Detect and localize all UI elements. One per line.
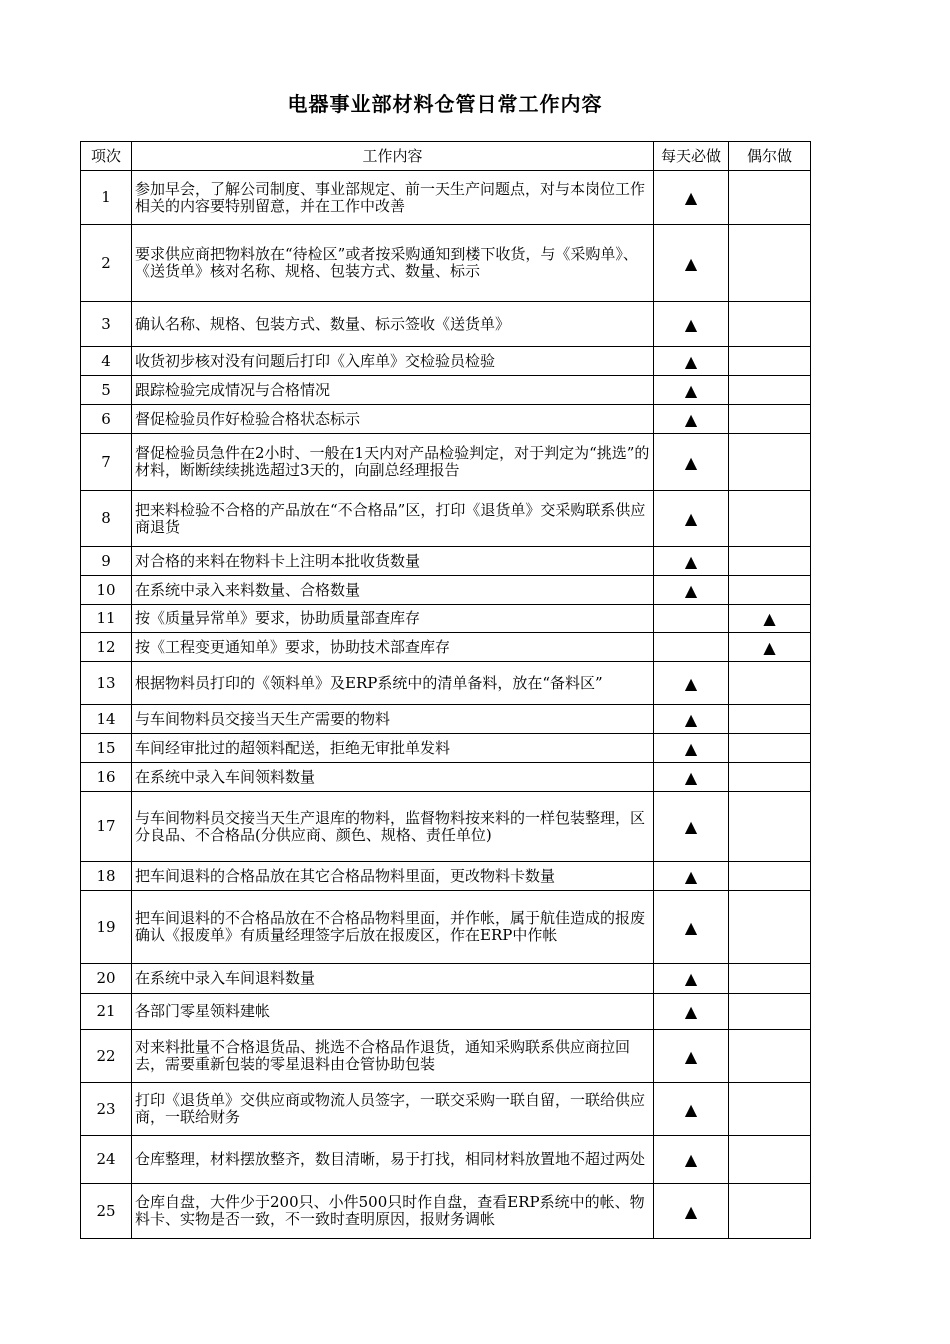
header-work-content: 工作内容 xyxy=(132,142,654,171)
row-occasional-mark xyxy=(729,1083,811,1136)
table-row xyxy=(81,734,811,763)
table-row xyxy=(81,225,811,302)
row-daily-mark: ▲ xyxy=(654,302,729,347)
row-occasional-mark xyxy=(729,734,811,763)
table-row xyxy=(81,405,811,434)
row-occasional-mark xyxy=(729,792,811,862)
row-occasional-mark xyxy=(729,1184,811,1239)
row-item-no: 7 xyxy=(81,434,132,491)
row-work-content: 打印《退货单》交供应商或物流人员签字，一联交采购一联自留，一联给供应商，一联给财务 xyxy=(132,1083,654,1136)
row-occasional-mark xyxy=(729,376,811,405)
row-item-no: 3 xyxy=(81,302,132,347)
row-daily-mark: ▲ xyxy=(654,547,729,576)
row-occasional-mark xyxy=(729,547,811,576)
row-work-content: 根据物料员打印的《领料单》及ERP系统中的清单备料，放在“备料区” xyxy=(132,662,654,705)
header-daily: 每天必做 xyxy=(654,142,729,171)
row-item-no: 22 xyxy=(81,1030,132,1083)
row-item-no: 18 xyxy=(81,862,132,891)
row-item-no: 24 xyxy=(81,1136,132,1184)
table-row xyxy=(81,964,811,994)
row-work-content: 对合格的来料在物料卡上注明本批收货数量 xyxy=(132,547,654,576)
table-row xyxy=(81,633,811,662)
row-item-no: 14 xyxy=(81,705,132,734)
row-occasional-mark xyxy=(729,405,811,434)
row-daily-mark: ▲ xyxy=(654,1136,729,1184)
row-item-no: 25 xyxy=(81,1184,132,1239)
row-work-content: 仓库整理，材料摆放整齐，数目清晰，易于打找，相同材料放置地不超过两处 xyxy=(132,1136,654,1184)
row-daily-mark: ▲ xyxy=(654,994,729,1030)
row-daily-mark: ▲ xyxy=(654,705,729,734)
table-row xyxy=(81,763,811,792)
table-row xyxy=(81,705,811,734)
row-occasional-mark xyxy=(729,171,811,225)
table-row xyxy=(81,347,811,376)
row-item-no: 23 xyxy=(81,1083,132,1136)
row-work-content: 把车间退料的不合格品放在不合格品物料里面，并作帐，属于航佳造成的报废确认《报废单》有质量经理签字后放在报废区，作在ERP中作帐 xyxy=(132,891,654,964)
table-row xyxy=(81,302,811,347)
row-occasional-mark xyxy=(729,705,811,734)
row-work-content: 按《工程变更通知单》要求，协助技术部查库存 xyxy=(132,633,654,662)
row-daily-mark: ▲ xyxy=(654,891,729,964)
row-occasional-mark xyxy=(729,491,811,547)
row-occasional-mark xyxy=(729,891,811,964)
header-occasional: 偶尔做 xyxy=(729,142,811,171)
row-item-no: 1 xyxy=(81,171,132,225)
row-item-no: 19 xyxy=(81,891,132,964)
row-item-no: 4 xyxy=(81,347,132,376)
row-item-no: 8 xyxy=(81,491,132,547)
row-work-content: 仓库自盘，大件少于200只、小件500只时作自盘，查看ERP系统中的帐、物料卡、实物是否一致，不一致时查明原因，报财务调帐 xyxy=(132,1184,654,1239)
row-work-content: 跟踪检验完成情况与合格情况 xyxy=(132,376,654,405)
row-daily-mark xyxy=(654,633,729,662)
row-work-content: 车间经审批过的超领料配送，拒绝无审批单发料 xyxy=(132,734,654,763)
row-work-content: 按《质量异常单》要求，协助质量部查库存 xyxy=(132,605,654,633)
table-row xyxy=(81,171,811,225)
row-occasional-mark xyxy=(729,576,811,605)
row-occasional-mark xyxy=(729,347,811,376)
row-daily-mark: ▲ xyxy=(654,763,729,792)
row-daily-mark: ▲ xyxy=(654,376,729,405)
row-work-content: 确认名称、规格、包装方式、数量、标示签收《送货单》 xyxy=(132,302,654,347)
page-title: 电器事业部材料仓管日常工作内容 xyxy=(287,92,603,116)
row-item-no: 13 xyxy=(81,662,132,705)
table-row xyxy=(81,862,811,891)
table-row xyxy=(81,1030,811,1083)
table-row xyxy=(81,376,811,405)
table-row xyxy=(81,891,811,964)
row-occasional-mark xyxy=(729,302,811,347)
table-row xyxy=(81,1136,811,1184)
row-daily-mark: ▲ xyxy=(654,964,729,994)
row-work-content: 各部门零星领料建帐 xyxy=(132,994,654,1030)
row-item-no: 6 xyxy=(81,405,132,434)
row-occasional-mark xyxy=(729,994,811,1030)
row-occasional-mark xyxy=(729,862,811,891)
row-work-content: 在系统中录入车间退料数量 xyxy=(132,964,654,994)
row-daily-mark: ▲ xyxy=(654,1083,729,1136)
row-work-content: 与车间物料员交接当天生产退库的物料，监督物料按来料的一样包装整理，区分良品、不合格品(分供应商、颜色、规格、责任单位) xyxy=(132,792,654,862)
work-content-table xyxy=(80,141,811,1239)
row-daily-mark: ▲ xyxy=(654,491,729,547)
row-occasional-mark xyxy=(729,1030,811,1083)
row-item-no: 12 xyxy=(81,633,132,662)
row-occasional-mark xyxy=(729,662,811,705)
row-occasional-mark xyxy=(729,1136,811,1184)
row-daily-mark: ▲ xyxy=(654,171,729,225)
row-work-content: 把来料检验不合格的产品放在“不合格品”区，打印《退货单》交采购联系供应商退货 xyxy=(132,491,654,547)
row-occasional-mark xyxy=(729,763,811,792)
row-daily-mark: ▲ xyxy=(654,347,729,376)
table-row xyxy=(81,491,811,547)
table-row xyxy=(81,1184,811,1239)
row-item-no: 5 xyxy=(81,376,132,405)
row-occasional-mark: ▲ xyxy=(729,633,811,662)
row-daily-mark: ▲ xyxy=(654,1030,729,1083)
row-daily-mark: ▲ xyxy=(654,734,729,763)
table-row xyxy=(81,434,811,491)
row-work-content: 参加早会，了解公司制度、事业部规定、前一天生产问题点，对与本岗位工作相关的内容要特别留意，并在工作中改善 xyxy=(132,171,654,225)
row-occasional-mark xyxy=(729,964,811,994)
row-work-content: 督促检验员作好检验合格状态标示 xyxy=(132,405,654,434)
table-row xyxy=(81,547,811,576)
table-row xyxy=(81,576,811,605)
row-work-content: 把车间退料的合格品放在其它合格品物料里面，更改物料卡数量 xyxy=(132,862,654,891)
row-item-no: 21 xyxy=(81,994,132,1030)
row-item-no: 20 xyxy=(81,964,132,994)
row-item-no: 11 xyxy=(81,605,132,633)
row-item-no: 15 xyxy=(81,734,132,763)
row-daily-mark: ▲ xyxy=(654,405,729,434)
row-occasional-mark: ▲ xyxy=(729,605,811,633)
table-row xyxy=(81,605,811,633)
table-row xyxy=(81,662,811,705)
table-row xyxy=(81,994,811,1030)
row-item-no: 16 xyxy=(81,763,132,792)
row-item-no: 2 xyxy=(81,225,132,302)
row-item-no: 17 xyxy=(81,792,132,862)
row-daily-mark: ▲ xyxy=(654,792,729,862)
row-daily-mark: ▲ xyxy=(654,862,729,891)
row-work-content: 收货初步核对没有问题后打印《入库单》交检验员检验 xyxy=(132,347,654,376)
row-daily-mark: ▲ xyxy=(654,1184,729,1239)
row-occasional-mark xyxy=(729,434,811,491)
row-item-no: 10 xyxy=(81,576,132,605)
row-work-content: 在系统中录入来料数量、合格数量 xyxy=(132,576,654,605)
row-work-content: 督促检验员急件在2小时、一般在1天内对产品检验判定，对于判定为“挑选”的材料，断断续续挑选超过3天的，向副总经理报告 xyxy=(132,434,654,491)
header-item-no: 项次 xyxy=(81,142,132,171)
row-work-content: 在系统中录入车间领料数量 xyxy=(132,763,654,792)
row-item-no: 9 xyxy=(81,547,132,576)
table-header-row xyxy=(81,142,811,171)
row-occasional-mark xyxy=(729,225,811,302)
row-daily-mark: ▲ xyxy=(654,576,729,605)
row-work-content: 对来料批量不合格退货品、挑选不合格品作退货，通知采购联系供应商拉回去，需要重新包装的零星退料由仓管协助包装 xyxy=(132,1030,654,1083)
row-daily-mark xyxy=(654,605,729,633)
row-daily-mark: ▲ xyxy=(654,434,729,491)
table-row xyxy=(81,792,811,862)
row-work-content: 要求供应商把物料放在“待检区”或者按采购通知到楼下收货，与《采购单》、《送货单》核对名称、规格、包装方式、数量、标示 xyxy=(132,225,654,302)
table-body xyxy=(81,171,811,1239)
row-daily-mark: ▲ xyxy=(654,662,729,705)
table-row xyxy=(81,1083,811,1136)
row-daily-mark: ▲ xyxy=(654,225,729,302)
row-work-content: 与车间物料员交接当天生产需要的物料 xyxy=(132,705,654,734)
